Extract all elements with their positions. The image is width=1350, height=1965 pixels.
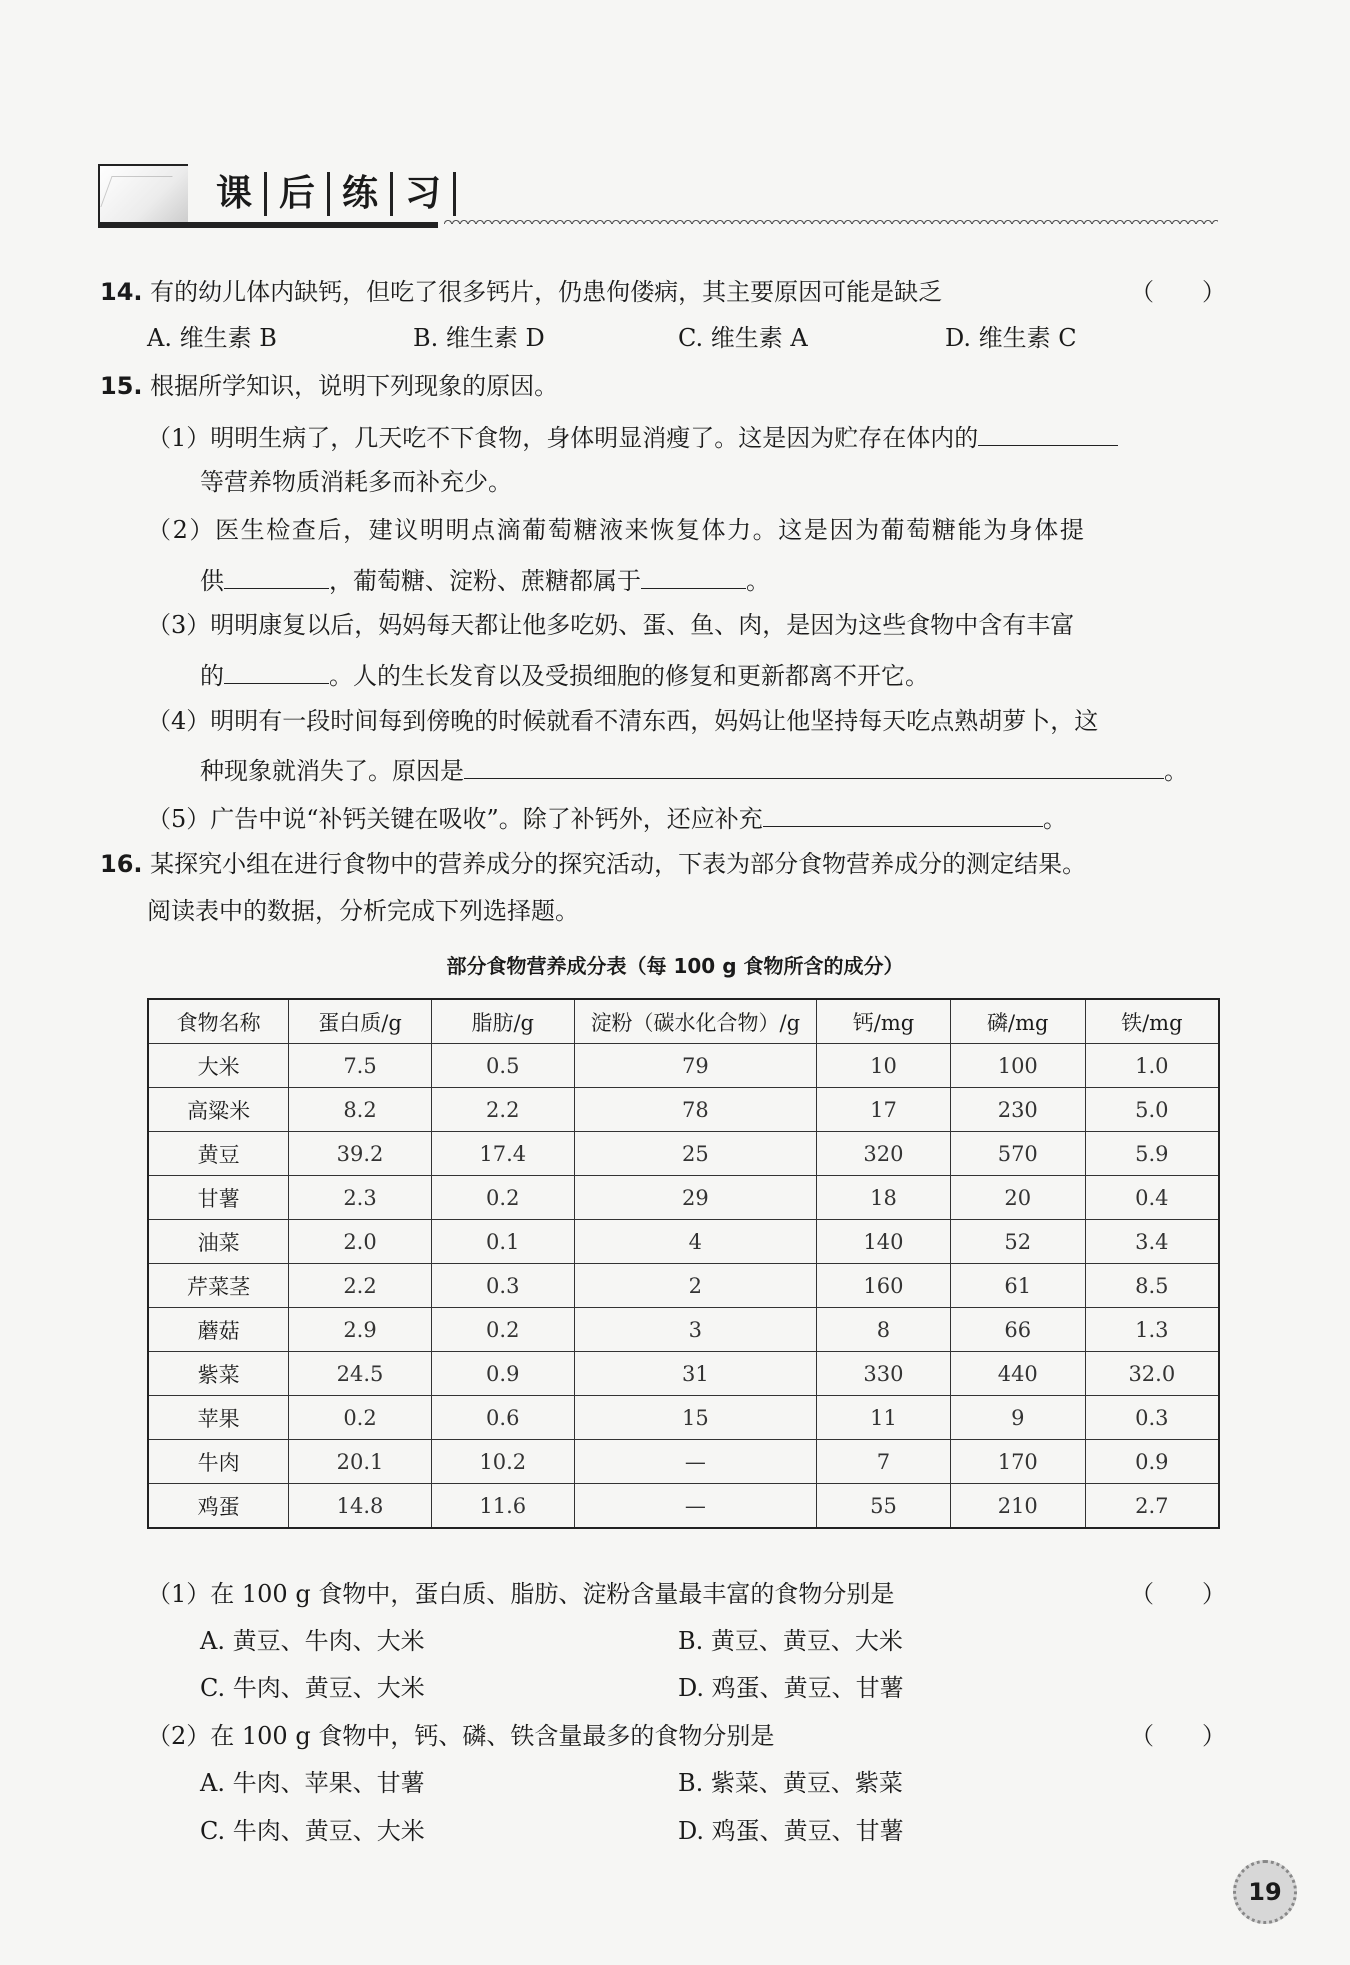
table-row <box>148 1396 1219 1440</box>
table-cell: 9 <box>950 1396 1085 1440</box>
part-text: （5）广告中说“补钙关键在吸收”。除了补钙外，还应补充 <box>147 805 763 833</box>
part-text: 。 <box>1042 805 1067 833</box>
table-row <box>148 1132 1219 1176</box>
question-number: 14. <box>100 278 143 306</box>
banner-wave-line <box>444 216 1218 224</box>
table-row <box>148 1176 1219 1220</box>
table-cell: 3 <box>574 1308 816 1352</box>
option-c[interactable]: C. 维生素 A <box>678 324 808 352</box>
table-row <box>148 1220 1219 1264</box>
food-name-cell: 苹果 <box>148 1396 289 1440</box>
page-number: 19 <box>1248 1878 1282 1906</box>
table-cell: 7.5 <box>289 1044 432 1088</box>
q15-part-3: （3）明明康复以后，妈妈每天都让他多吃奶、蛋、鱼、肉，是因为这些食物中含有丰富 <box>147 611 1075 639</box>
section-banner <box>98 160 1218 230</box>
column-header: 磷/mg <box>950 999 1085 1044</box>
table-cell: 17.4 <box>431 1132 574 1176</box>
part-text: （1）明明生病了，几天吃不下食物，身体明显消瘦了。这是因为贮存在体内的 <box>147 424 979 452</box>
q15-part-3-cont <box>200 657 929 692</box>
table-cell: 55 <box>817 1484 951 1529</box>
title-char: 课 <box>216 172 267 216</box>
q15-part-2: （2）医生检查后，建议明明点滴葡萄糖液来恢复体力。这是因为葡萄糖能为身体提 <box>147 516 1086 544</box>
table-row <box>148 1308 1219 1352</box>
part-text: 。 <box>1164 757 1188 785</box>
answer-blank[interactable] <box>641 562 746 589</box>
table-row <box>148 1352 1219 1396</box>
table-cell: 230 <box>950 1088 1085 1132</box>
table-cell: 20 <box>950 1176 1085 1220</box>
table-cell: 14.8 <box>289 1484 432 1529</box>
question-14 <box>100 276 942 308</box>
food-name-cell: 油菜 <box>148 1220 289 1264</box>
table-cell: 0.3 <box>431 1264 574 1308</box>
option-d[interactable]: D. 鸡蛋、黄豆、甘薯 <box>678 1817 904 1845</box>
table-body <box>148 1044 1219 1529</box>
part-text: 种现象就消失了。原因是 <box>200 757 464 785</box>
table-cell: 18 <box>817 1176 951 1220</box>
q15-part-1 <box>147 419 1118 454</box>
table-cell: 79 <box>574 1044 816 1088</box>
answer-blank[interactable] <box>763 800 1043 827</box>
column-header: 铁/mg <box>1085 999 1219 1044</box>
table-cell: 2.2 <box>431 1088 574 1132</box>
q15-part-1-cont: 等营养物质消耗多而补充少。 <box>200 468 512 496</box>
page-number-badge <box>1233 1860 1297 1924</box>
answer-paren[interactable]: （ ） <box>1130 278 1226 306</box>
part-text: 。 <box>746 567 770 595</box>
banner-underline <box>98 222 438 228</box>
option-c[interactable]: C. 牛肉、黄豆、大米 <box>200 1674 425 1702</box>
table-cell: 8.2 <box>289 1088 432 1132</box>
option-b[interactable]: B. 紫菜、黄豆、紫菜 <box>678 1769 903 1797</box>
table-cell: 11.6 <box>431 1484 574 1529</box>
option-b[interactable]: B. 维生素 D <box>413 324 545 352</box>
option-c[interactable]: C. 牛肉、黄豆、大米 <box>200 1817 425 1845</box>
table-cell: 1.3 <box>1085 1308 1219 1352</box>
part-text: 供 <box>200 567 224 595</box>
table-cell: 3.4 <box>1085 1220 1219 1264</box>
table-cell: 0.5 <box>431 1044 574 1088</box>
table-cell: 0.6 <box>431 1396 574 1440</box>
table-cell: 0.2 <box>289 1396 432 1440</box>
table-cell: 0.2 <box>431 1308 574 1352</box>
table-cell: 2.9 <box>289 1308 432 1352</box>
part-text: ，葡萄糖、淀粉、蔗糖都属于 <box>329 567 641 595</box>
table-row <box>148 1088 1219 1132</box>
table-cell: 0.1 <box>431 1220 574 1264</box>
table-cell: 66 <box>950 1308 1085 1352</box>
table-row <box>148 1044 1219 1088</box>
food-name-cell: 大米 <box>148 1044 289 1088</box>
table-cell: — <box>574 1484 816 1529</box>
table-cell: 39.2 <box>289 1132 432 1176</box>
table-cell: 0.9 <box>431 1352 574 1396</box>
part-text: 的 <box>200 662 224 690</box>
table-cell: 2.0 <box>289 1220 432 1264</box>
q15-part-5 <box>147 800 1067 835</box>
table-cell: 170 <box>950 1440 1085 1484</box>
q16-sub-2: （2）在 100 g 食物中，钙、磷、铁含量最多的食物分别是 <box>147 1722 775 1750</box>
food-name-cell: 黄豆 <box>148 1132 289 1176</box>
section-title <box>216 172 456 216</box>
column-header: 脂肪/g <box>431 999 574 1044</box>
table-cell: 100 <box>950 1044 1085 1088</box>
table-cell: 11 <box>817 1396 951 1440</box>
table-cell: 2.2 <box>289 1264 432 1308</box>
table-cell: 0.3 <box>1085 1396 1219 1440</box>
question-16 <box>100 848 1086 880</box>
table-header-row <box>148 999 1219 1044</box>
table-cell: 2.7 <box>1085 1484 1219 1529</box>
question-text: 有的幼儿体内缺钙，但吃了很多钙片，仍患佝偻病，其主要原因可能是缺乏 <box>150 278 943 306</box>
table-cell: 25 <box>574 1132 816 1176</box>
answer-paren[interactable]: （ ） <box>1130 1580 1226 1608</box>
question-number: 16. <box>100 850 143 878</box>
q15-part-2-cont <box>200 562 770 597</box>
q15-part-4-cont <box>200 752 1188 787</box>
table-cell: 1.0 <box>1085 1044 1219 1088</box>
table-cell: 29 <box>574 1176 816 1220</box>
food-name-cell: 芹菜茎 <box>148 1264 289 1308</box>
table-cell: 17 <box>817 1088 951 1132</box>
title-char: 习 <box>393 172 456 216</box>
table-cell: 20.1 <box>289 1440 432 1484</box>
column-header: 淀粉（碳水化合物）/g <box>574 999 816 1044</box>
table-cell: 0.9 <box>1085 1440 1219 1484</box>
title-char: 后 <box>267 172 330 216</box>
table-cell: 140 <box>817 1220 951 1264</box>
table-row <box>148 1440 1219 1484</box>
option-a[interactable]: A. 黄豆、牛肉、大米 <box>200 1627 425 1655</box>
table-cell: 330 <box>817 1352 951 1396</box>
question-text: 某探究小组在进行食物中的营养成分的探究活动，下表为部分食物营养成分的测定结果。 <box>150 850 1087 878</box>
question-text: 根据所学知识，说明下列现象的原因。 <box>150 372 559 400</box>
table-cell: 2.3 <box>289 1176 432 1220</box>
table-cell: 24.5 <box>289 1352 432 1396</box>
question-number: 15. <box>100 372 143 400</box>
table-cell: 52 <box>950 1220 1085 1264</box>
table-cell: 0.2 <box>431 1176 574 1220</box>
table-cell: 320 <box>817 1132 951 1176</box>
q15-part-4: （4）明明有一段时间每到傍晚的时候就看不清东西，妈妈让他坚持每天吃点熟胡萝卜，这 <box>147 707 1099 735</box>
q16-sub-1: （1）在 100 g 食物中，蛋白质、脂肪、淀粉含量最丰富的食物分别是 <box>147 1580 895 1608</box>
table-cell: 10.2 <box>431 1440 574 1484</box>
table-cell: 31 <box>574 1352 816 1396</box>
option-a[interactable]: A. 维生素 B <box>147 324 277 352</box>
table-cell: 210 <box>950 1484 1085 1529</box>
table-cell: 15 <box>574 1396 816 1440</box>
table-cell: 570 <box>950 1132 1085 1176</box>
column-header: 蛋白质/g <box>289 999 432 1044</box>
option-d[interactable]: D. 鸡蛋、黄豆、甘薯 <box>678 1674 904 1702</box>
column-header: 食物名称 <box>148 999 289 1044</box>
table-row <box>148 1264 1219 1308</box>
table-cell: 2 <box>574 1264 816 1308</box>
table-cell: 78 <box>574 1088 816 1132</box>
column-header: 钙/mg <box>817 999 951 1044</box>
table-caption: 部分食物营养成分表（每 100 g 食物所含的成分） <box>446 954 904 978</box>
table-cell: 160 <box>817 1264 951 1308</box>
table-cell: 0.4 <box>1085 1176 1219 1220</box>
table-cell: 8.5 <box>1085 1264 1219 1308</box>
table-cell: 10 <box>817 1044 951 1088</box>
table-cell: — <box>574 1440 816 1484</box>
answer-blank[interactable] <box>978 419 1118 446</box>
answer-paren[interactable]: （ ） <box>1130 1722 1226 1750</box>
food-name-cell: 甘薯 <box>148 1176 289 1220</box>
food-name-cell: 蘑菇 <box>148 1308 289 1352</box>
part-text: 。人的生长发育以及受损细胞的修复和更新都离不开它。 <box>329 662 929 690</box>
option-a[interactable]: A. 牛肉、苹果、甘薯 <box>200 1769 425 1797</box>
nutrition-table <box>147 998 1220 1529</box>
food-name-cell: 紫菜 <box>148 1352 289 1396</box>
table-cell: 440 <box>950 1352 1085 1396</box>
answer-blank[interactable] <box>464 752 1164 779</box>
option-b[interactable]: B. 黄豆、黄豆、大米 <box>678 1627 903 1655</box>
table-cell: 5.0 <box>1085 1088 1219 1132</box>
option-d[interactable]: D. 维生素 C <box>945 324 1077 352</box>
answer-blank[interactable] <box>224 657 329 684</box>
food-name-cell: 鸡蛋 <box>148 1484 289 1529</box>
table-cell: 32.0 <box>1085 1352 1219 1396</box>
food-name-cell: 牛肉 <box>148 1440 289 1484</box>
answer-blank[interactable] <box>224 562 329 589</box>
table-cell: 61 <box>950 1264 1085 1308</box>
food-name-cell: 高粱米 <box>148 1088 289 1132</box>
table-cell: 8 <box>817 1308 951 1352</box>
table-cell: 5.9 <box>1085 1132 1219 1176</box>
title-char: 练 <box>330 172 393 216</box>
table-row <box>148 1484 1219 1529</box>
banner-decoration <box>98 164 188 224</box>
question-16-cont: 阅读表中的数据，分析完成下列选择题。 <box>147 897 579 925</box>
question-15 <box>100 370 558 402</box>
table-cell: 7 <box>817 1440 951 1484</box>
table-cell: 4 <box>574 1220 816 1264</box>
